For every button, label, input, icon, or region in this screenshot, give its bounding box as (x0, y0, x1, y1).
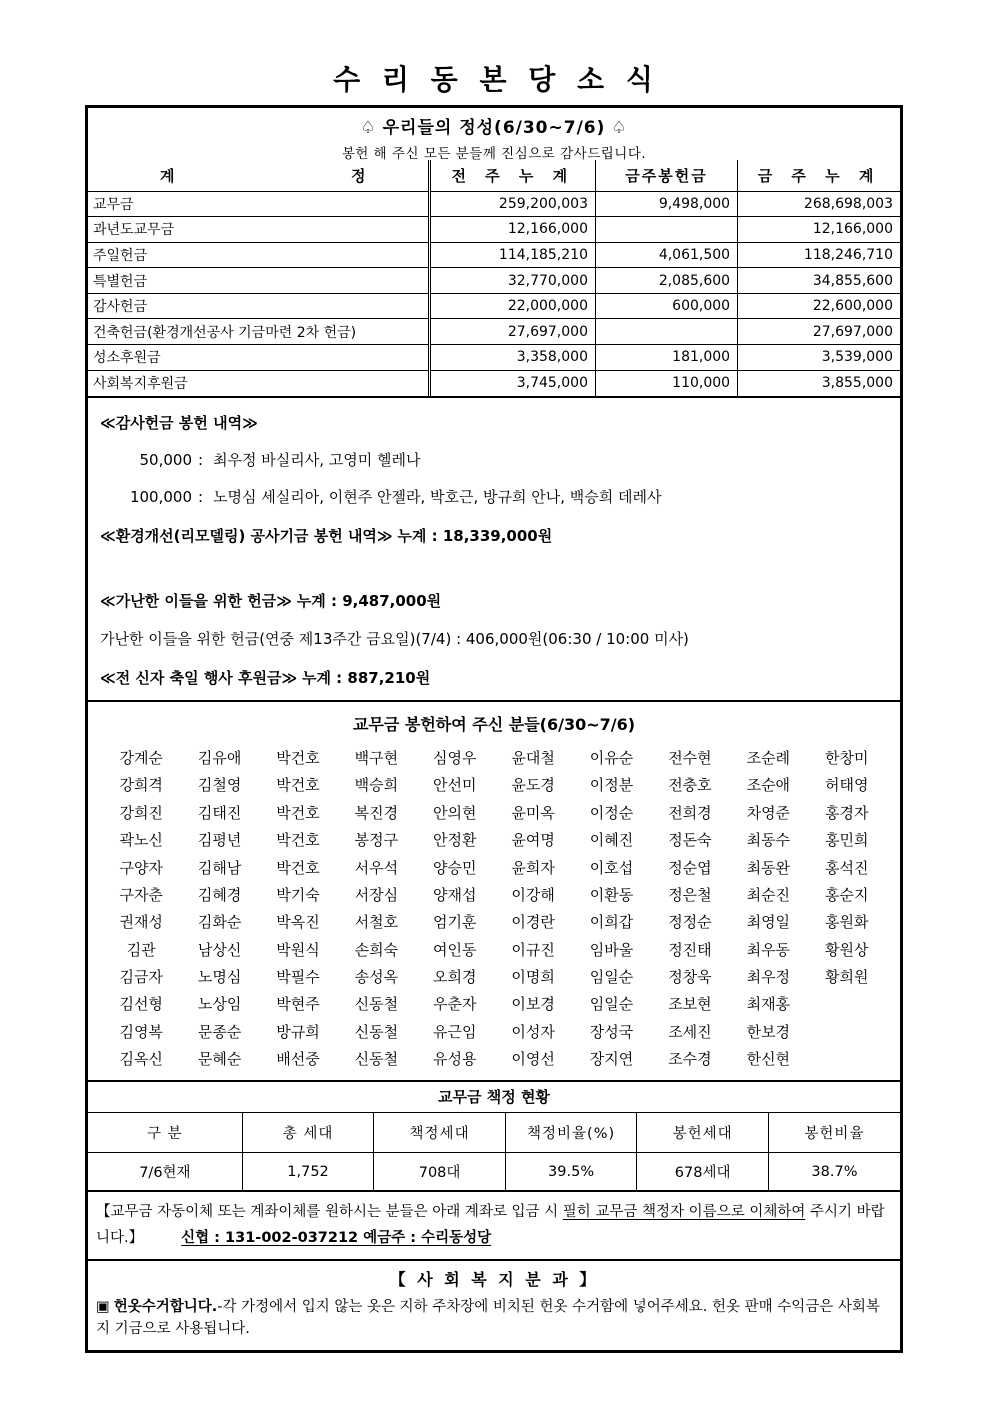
donor-name: 손희숙 (354, 940, 399, 959)
donor-name: 신동철 (354, 1050, 399, 1069)
donor-name: 이정순 (589, 803, 634, 822)
account-name: 특별헌금 (88, 268, 429, 294)
donor-name: 윤대철 (511, 748, 555, 767)
donor-name: 박기숙 (276, 885, 320, 904)
feast-fund-line (100, 667, 888, 688)
donor-name: 허태영 (825, 776, 869, 795)
donor-name: 장지연 (589, 1050, 634, 1069)
donor-name: 강계순 (119, 748, 163, 767)
donor-name: 조수경 (668, 1050, 712, 1069)
donor-name: 김평년 (197, 831, 242, 850)
prev-total: 3,745,000 (429, 370, 595, 396)
welfare-notice-title: 헌옷수거합니다. (113, 1299, 218, 1316)
poor-fund-total: 누계 : 9,487,000원 (296, 591, 442, 610)
offerings-header (88, 108, 900, 160)
donor-name: 최재홍 (746, 995, 791, 1014)
donor-name: 유성용 (433, 1050, 477, 1069)
remodel-fund-heading: ≪환경개선(리모델링) 공사기금 봉헌 내역≫ (100, 526, 393, 545)
week-offering: 9,498,000 (595, 191, 737, 217)
col-header-account-left: 계 (160, 166, 175, 185)
donor-name: 조세진 (668, 1022, 712, 1041)
week-total: 3,539,000 (738, 345, 900, 371)
thanks-offering-line (100, 449, 888, 470)
donor-name: 이희갑 (589, 913, 634, 932)
donors-row (102, 1018, 886, 1045)
donor-name: 박필수 (276, 968, 320, 987)
col-header-offering-households: 봉헌세대 (637, 1113, 769, 1152)
donors-row (102, 826, 886, 853)
donor-name: 송성옥 (354, 968, 399, 987)
thanks-offering-line (100, 486, 888, 507)
week-offering: 4,061,500 (595, 242, 737, 268)
offering-row (88, 191, 900, 217)
donor-name: 오희경 (433, 968, 477, 987)
donor-name: 정정순 (668, 913, 712, 932)
assessment-table (88, 1113, 900, 1190)
donor-name: 백구현 (354, 748, 399, 767)
donor-name: 이정분 (589, 776, 634, 795)
amount: 100,000 (129, 487, 192, 506)
donor-name: 서우석 (354, 858, 399, 877)
donor-name: 한창미 (825, 748, 869, 767)
donor-name: 박현주 (276, 995, 320, 1014)
donor-name: 조보현 (668, 995, 712, 1014)
donor-name: 서장심 (354, 885, 399, 904)
donor-name: 김태진 (197, 803, 242, 822)
donor-name: 노상임 (197, 995, 242, 1014)
offering-row (88, 268, 900, 294)
donor-name: 최우동 (746, 940, 791, 959)
week-offering: 110,000 (595, 370, 737, 396)
donor-name: 최동수 (746, 831, 791, 850)
donor-name: 곽노신 (119, 831, 163, 850)
donor-name: 안정환 (433, 831, 477, 850)
week-total: 268,698,003 (738, 191, 900, 217)
donor-name: 강희격 (119, 776, 163, 795)
donor-name: 이호섭 (589, 858, 634, 877)
week-total: 34,855,600 (738, 268, 900, 294)
col-header-offering-ratio: 봉헌비율 (768, 1113, 900, 1152)
donor-name: 조순례 (746, 748, 791, 767)
donor-name: 구자춘 (119, 885, 163, 904)
donor-name (808, 1018, 886, 1045)
page-title: 수 리 동 본 당 소 식 (333, 63, 659, 96)
donor-name: 양재섭 (433, 885, 477, 904)
donor-name: 전충호 (668, 776, 712, 795)
donor-name (808, 1045, 886, 1072)
offerings-subtitle: 봉헌 해 주신 모든 분들께 진심으로 감사드립니다. (341, 146, 647, 162)
thanks-offering-heading: ≪감사헌금 봉헌 내역≫ (100, 413, 258, 432)
donors-row (102, 990, 886, 1017)
donors-table (102, 744, 886, 1073)
donor-name: 유근임 (433, 1022, 477, 1041)
feast-fund-total: 누계 : 887,210원 (301, 668, 431, 687)
col-header-assessed-households: 책정세대 (374, 1113, 506, 1152)
spade-icon: ♤ (360, 118, 377, 138)
welfare-notice (96, 1297, 892, 1340)
donor-name: 정창욱 (668, 968, 712, 987)
donors-section (88, 700, 900, 1081)
donor-name: 서철호 (354, 913, 399, 932)
remodel-fund-line (100, 525, 888, 546)
donor-name: 김선형 (119, 995, 163, 1014)
welfare-notice-body: -각 가정에서 입지 않는 옷은 지하 주차장에 비치된 헌옷 수거함에 넣어주세요. 헌옷 판매 수익금은 사회복지 기금으로 사용됩니다. (96, 1299, 880, 1337)
week-offering: 2,085,600 (595, 268, 737, 294)
donor-name: 박건호 (276, 803, 320, 822)
donor-name: 박건호 (276, 831, 320, 850)
donor-name: 노명심 (197, 968, 242, 987)
donor-name: 문혜순 (197, 1050, 242, 1069)
offering-row (88, 319, 900, 345)
donor-name: 구양자 (119, 858, 163, 877)
bulletin-box (85, 105, 903, 1353)
details-section (88, 396, 900, 700)
donor-name: 이강해 (511, 885, 555, 904)
donor-name: 심영우 (433, 748, 477, 767)
donor-name: 김관 (126, 940, 156, 959)
welfare-section (88, 1259, 900, 1350)
donor-name: 여인동 (433, 940, 477, 959)
donor-name: 신동철 (354, 1022, 399, 1041)
offering-row (88, 217, 900, 243)
donor-name: 이명희 (511, 968, 555, 987)
donor-name: 김화순 (197, 913, 242, 932)
transfer-notice-text (96, 1199, 892, 1251)
donor-name: 윤미옥 (511, 803, 555, 822)
donor-name: 정돈숙 (668, 831, 712, 850)
donor-name: 윤도경 (511, 776, 555, 795)
donor-name: 임일순 (589, 995, 634, 1014)
donor-name: 정은철 (668, 885, 712, 904)
donor-name: 홍순지 (825, 885, 869, 904)
prev-total: 3,358,000 (429, 345, 595, 371)
donor-name: 이영선 (511, 1050, 555, 1069)
transfer-notice-section (88, 1190, 900, 1259)
donor-name: 장성국 (589, 1022, 634, 1041)
donor-name: 김유애 (197, 748, 242, 767)
transfer-notice-pre: 【교무금 자동이체 또는 계좌이체를 원하시는 분들은 아래 계좌로 입금 시 (96, 1204, 563, 1221)
donor-name: 봉정구 (354, 831, 399, 850)
donor-name: 박옥진 (276, 913, 320, 932)
week-total: 27,697,000 (738, 319, 900, 345)
square-bullet-icon: ▣ (96, 1299, 110, 1316)
offering-row (88, 242, 900, 268)
donor-name: 김영복 (119, 1022, 163, 1041)
donor-name: 윤희자 (511, 858, 555, 877)
offering-ratio-value: 38.7% (768, 1152, 900, 1190)
poor-fund-line (100, 590, 888, 611)
col-header-account (88, 160, 429, 191)
donors-row (102, 853, 886, 880)
donors-row (102, 963, 886, 990)
donor-name: 차영준 (746, 803, 791, 822)
week-total: 3,855,000 (738, 370, 900, 396)
donors-row (102, 1045, 886, 1072)
donor-names: 노명심 세실리아, 이현주 안젤라, 박호근, 방규희 안나, 백승희 데레사 (213, 487, 662, 506)
donor-name: 김옥신 (119, 1050, 163, 1069)
donor-name: 신동철 (354, 995, 399, 1014)
donor-name: 김철영 (197, 776, 242, 795)
total-households-value: 1,752 (242, 1152, 374, 1190)
week-total: 22,600,000 (738, 293, 900, 319)
offerings-title (88, 113, 900, 138)
donor-name: 이환동 (589, 885, 634, 904)
donor-name: 안의현 (433, 803, 477, 822)
poor-fund-detail: 가난한 이들을 위한 헌금(연중 제13주간 금요일)(7/4) : 406,000원(06:30 / 10:00 미사) (100, 629, 689, 648)
col-header-total-households: 총 세대 (242, 1113, 374, 1152)
week-total: 12,166,000 (738, 217, 900, 243)
week-offering (595, 217, 737, 243)
donor-name: 복진경 (354, 803, 399, 822)
account-name: 주일헌금 (88, 242, 429, 268)
donor-name: 이규진 (511, 940, 555, 959)
donor-name: 이성자 (511, 1022, 555, 1041)
week-offering (595, 319, 737, 345)
transfer-notice-post: 주시기 바랍니다.】 (96, 1204, 885, 1247)
donor-name: 이혜진 (589, 831, 634, 850)
donor-names: 최우정 바실리사, 고영미 헬레나 (213, 450, 421, 469)
col-header-category: 구 분 (147, 1126, 183, 1143)
assessed-ratio-value: 39.5% (505, 1152, 637, 1190)
assessment-section (88, 1080, 900, 1190)
donors-row (102, 799, 886, 826)
bank-account-info: 신협 : 131-002-037212 예금주 : 수리동성당 (181, 1230, 492, 1247)
col-header-prev-total: 전 주 누 계 (429, 160, 595, 191)
donor-name: 김해남 (197, 858, 242, 877)
spade-icon: ♤ (611, 118, 628, 138)
account-name: 사회복지후원금 (88, 370, 429, 396)
assessment-data-row (88, 1152, 900, 1190)
offerings-title-text: 우리들의 정성(6/30~7/6) (382, 118, 606, 138)
separator: : (198, 487, 204, 506)
prev-total: 259,200,003 (429, 191, 595, 217)
prev-total: 32,770,000 (429, 268, 595, 294)
donor-name: 최우정 (746, 968, 791, 987)
welfare-title: 【 사 회 복 지 분 과 】 (389, 1270, 599, 1290)
donor-name: 박원식 (276, 940, 320, 959)
donor-name: 방규희 (276, 1022, 320, 1041)
donor-name: 임일순 (589, 968, 634, 987)
donor-name: 정순엽 (668, 858, 712, 877)
account-name: 건축헌금(환경개선공사 기금마련 2차 헌금) (88, 319, 429, 345)
donor-name: 전수현 (668, 748, 712, 767)
donors-row (102, 908, 886, 935)
offering-row (88, 293, 900, 319)
assessment-header-row (88, 1113, 900, 1152)
donor-name: 백승희 (354, 776, 399, 795)
donor-name: 한보경 (746, 1022, 791, 1041)
donors-row (102, 744, 886, 771)
donors-row (102, 771, 886, 798)
offering-row (88, 370, 900, 396)
poor-fund-heading: ≪가난한 이들을 위한 헌금≫ (100, 591, 292, 610)
assessed-households-value: 708대 (374, 1152, 506, 1190)
donor-name: 황희원 (825, 968, 869, 987)
donor-name: 우춘자 (433, 995, 477, 1014)
donor-name: 임바울 (589, 940, 634, 959)
donor-name: 전희경 (668, 803, 712, 822)
donor-name: 이경란 (511, 913, 555, 932)
donor-name: 홍민희 (825, 831, 869, 850)
donor-name: 양승민 (433, 858, 477, 877)
donor-name: 홍석진 (825, 858, 869, 877)
category-value: 7/6현재 (88, 1152, 242, 1190)
donor-name: 윤여명 (511, 831, 555, 850)
donors-row (102, 881, 886, 908)
amount: 50,000 (139, 450, 192, 469)
donor-name: 한신현 (746, 1050, 791, 1069)
donor-name: 엄기훈 (433, 913, 477, 932)
feast-fund-heading: ≪전 신자 축일 행사 후원금≫ (100, 668, 298, 687)
donor-name: 김금자 (119, 968, 163, 987)
offering-households-value: 678세대 (637, 1152, 769, 1190)
col-header-week-total: 금 주 누 계 (738, 160, 900, 191)
donors-row (102, 935, 886, 962)
donor-name: 박건호 (276, 748, 320, 767)
donor-name: 이유순 (589, 748, 634, 767)
account-name: 과년도교무금 (88, 217, 429, 243)
donor-name: 정진태 (668, 940, 712, 959)
donor-name: 이보경 (511, 995, 555, 1014)
donor-name: 최영일 (746, 913, 791, 932)
week-total: 118,246,710 (738, 242, 900, 268)
donor-name: 최순진 (746, 885, 791, 904)
remodel-fund-total: 누계 : 18,339,000원 (397, 526, 553, 545)
prev-total: 114,185,210 (429, 242, 595, 268)
donor-name: 박건호 (276, 776, 320, 795)
donor-name: 남상신 (197, 940, 242, 959)
prev-total: 12,166,000 (429, 217, 595, 243)
donor-name: 홍원화 (825, 913, 869, 932)
col-header-assessed-ratio: 책정비율(%) (505, 1113, 637, 1152)
week-offering: 181,000 (595, 345, 737, 371)
donor-name: 안선미 (433, 776, 477, 795)
prev-total: 22,000,000 (429, 293, 595, 319)
account-name: 교무금 (93, 196, 134, 213)
assessment-title: 교무금 책정 현황 (88, 1082, 900, 1113)
donor-name: 황원상 (825, 940, 869, 959)
donor-name: 최동완 (746, 858, 791, 877)
account-name: 감사헌금 (88, 293, 429, 319)
donor-name: 배선중 (276, 1050, 320, 1069)
offering-table (88, 160, 900, 396)
week-offering: 600,000 (595, 293, 737, 319)
account-name: 성소후원금 (88, 345, 429, 371)
offering-row (88, 345, 900, 371)
separator: : (198, 450, 204, 469)
offering-table-header-row (88, 160, 900, 191)
donor-name: 문종순 (197, 1022, 242, 1041)
col-header-week-offering: 금주봉헌금 (595, 160, 737, 191)
col-header-account-right: 정 (351, 166, 366, 185)
donor-name: 권재성 (119, 913, 163, 932)
transfer-notice-underlined: 필히 교무금 책정자 이름으로 이체하여 (562, 1204, 806, 1221)
donor-name (808, 990, 886, 1017)
donor-name: 김혜경 (197, 885, 242, 904)
donor-name: 조순애 (746, 776, 791, 795)
donor-name: 홍경자 (825, 803, 869, 822)
donor-name: 박건호 (276, 858, 320, 877)
donors-title: 교무금 봉헌하여 주신 분들(6/30~7/6) (352, 714, 636, 734)
donor-name: 강희진 (119, 803, 163, 822)
prev-total: 27,697,000 (429, 319, 595, 345)
